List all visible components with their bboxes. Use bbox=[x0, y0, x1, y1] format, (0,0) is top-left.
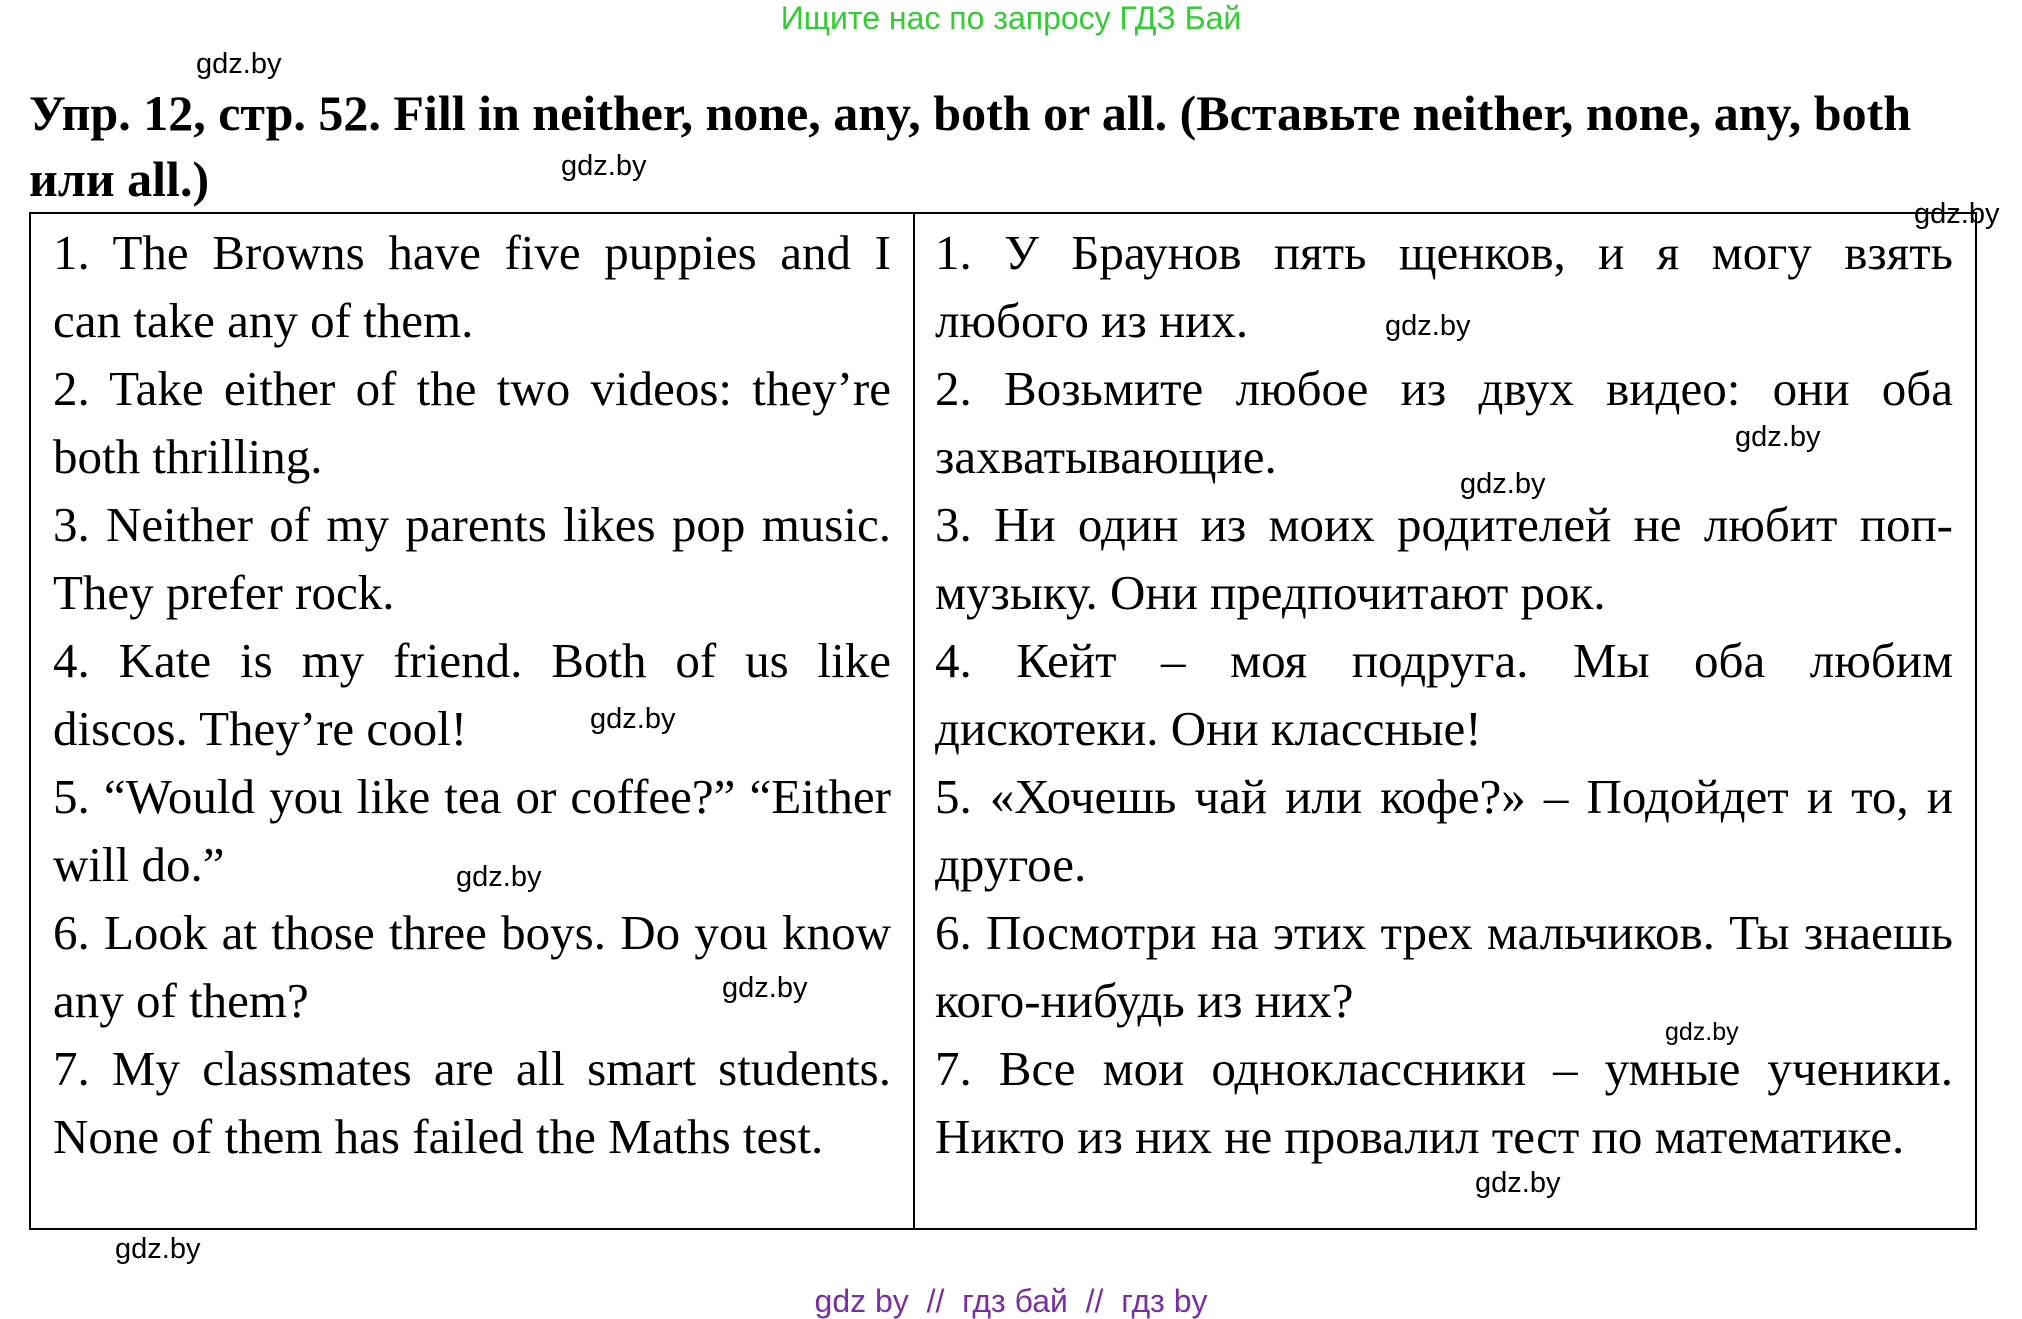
english-column bbox=[31, 214, 915, 1228]
watermark: gdz.by bbox=[1735, 421, 1821, 453]
english-sentence-1: 1. The Browns have five puppies and I can take any of them. bbox=[53, 225, 891, 348]
watermark: gdz.by bbox=[115, 1233, 201, 1265]
russian-sentence-7: 7. Все мои одноклассники – умные ученики. Никто из них не провалил тест по математике. bbox=[935, 1041, 1953, 1164]
russian-sentence-1: 1. У Браунов пять щенков, и я могу взять любого из них. bbox=[935, 225, 1953, 348]
english-sentence-3: 3. Neither of my parents likes pop music. They prefer rock. bbox=[53, 497, 891, 620]
watermark: gdz.by bbox=[196, 48, 282, 80]
answer-table bbox=[29, 212, 1977, 1230]
russian-sentence-4: 4. Кейт – моя подруга. Мы оба любим дискотеки. Они классные! bbox=[935, 633, 1953, 756]
watermark: gdz.by bbox=[590, 703, 676, 735]
top-banner: Ищите нас по запросу ГДЗ Бай bbox=[780, 0, 1242, 36]
watermark: gdz.by bbox=[1385, 310, 1471, 342]
footer-watermark: gdz by // гдз бай // гдз by bbox=[814, 1283, 1208, 1319]
english-sentence-6: 6. Look at those three boys. Do you know any of them? bbox=[53, 905, 891, 1028]
exercise-heading: Упр. 12, стр. 52. Fill in neither, none, any, both or all. (Вставьте neither, none, any, both или all.) bbox=[29, 85, 1912, 207]
english-sentence-7: 7. My classmates are all smart students. None of them has failed the Maths test. bbox=[53, 1041, 891, 1164]
russian-sentence-5: 5. «Хочешь чай или кофе?» – Подойдет и то, и другое. bbox=[935, 769, 1953, 892]
russian-sentence-6: 6. Посмотри на этих трех мальчиков. Ты знаешь кого-нибудь из них? bbox=[935, 905, 1953, 1028]
russian-sentence-2: 2. Возьмите любое из двух видео: они оба захватывающие. bbox=[935, 361, 1953, 484]
watermark: gdz.by bbox=[561, 150, 647, 182]
english-sentence-4: 4. Kate is my friend. Both of us like discos. They’re cool! bbox=[53, 633, 891, 756]
watermark: gdz.by bbox=[1914, 198, 2000, 230]
watermark: gdz.by bbox=[456, 861, 542, 893]
watermark: gdz.by bbox=[722, 972, 808, 1004]
watermark: gdz.by bbox=[1460, 468, 1546, 500]
watermark: gdz.by bbox=[1475, 1167, 1561, 1199]
english-sentence-5: 5. “Would you like tea or coffee?” “Either will do.” bbox=[53, 769, 891, 892]
watermark: gdz.by bbox=[1665, 1018, 1739, 1046]
russian-sentence-3: 3. Ни один из моих родителей не любит поп-музыку. Они предпочитают рок. bbox=[935, 497, 1953, 620]
english-sentence-2: 2. Take either of the two videos: they’re both thrilling. bbox=[53, 361, 891, 484]
russian-column bbox=[915, 214, 1975, 1228]
